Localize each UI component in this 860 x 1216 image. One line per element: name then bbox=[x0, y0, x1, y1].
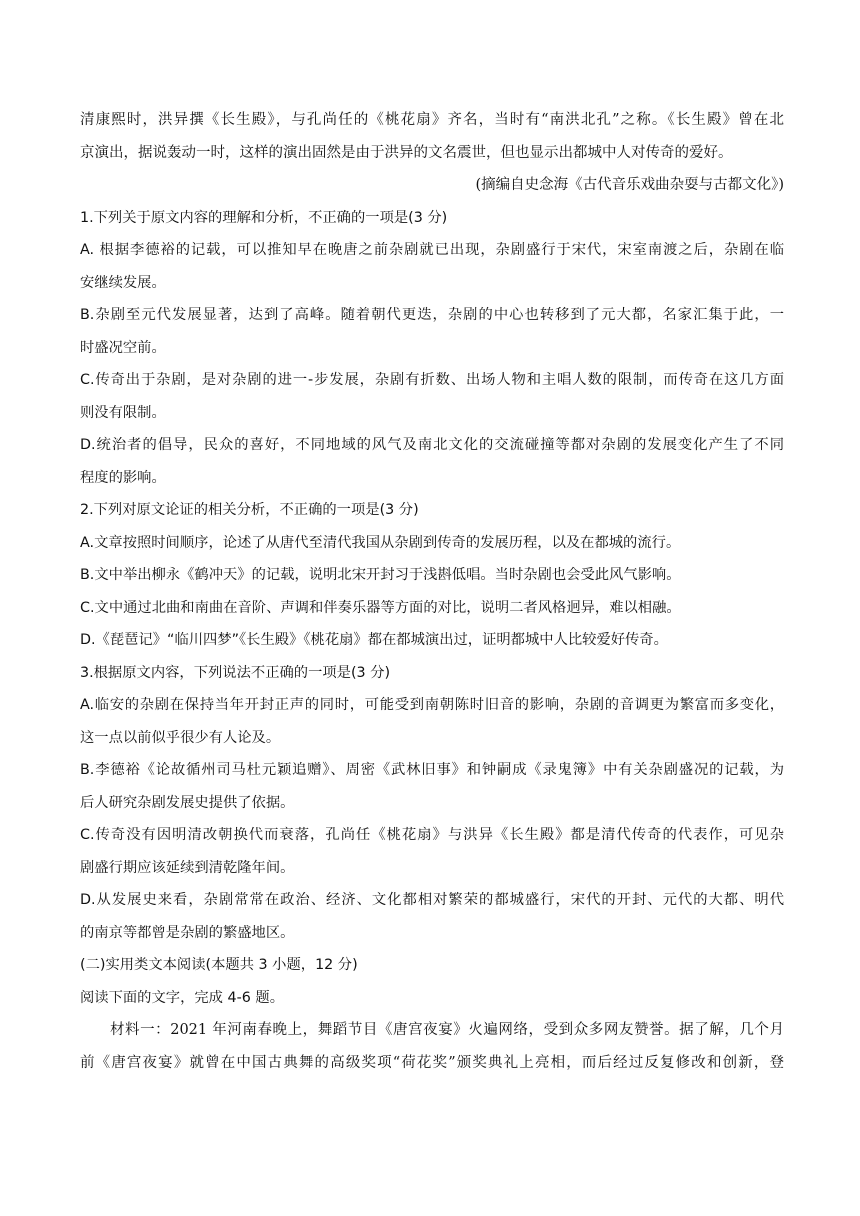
question-1 bbox=[80, 202, 784, 495]
option-b: B.文中举出柳永《鹤冲天》的记载，说明北宋开封习于浅斟低唱。当时杂剧也会受此风气影响。 bbox=[80, 567, 681, 583]
question-3 bbox=[80, 657, 784, 950]
section-instruction: 阅读下面的文字，完成 4-6 题。 bbox=[80, 989, 285, 1006]
option-line: 的南京等都曾是杂剧的繁盛地区。 bbox=[80, 924, 295, 941]
option-line: 安继续发展。 bbox=[80, 274, 166, 291]
option-d bbox=[80, 429, 784, 494]
option-line: B.杂剧至元代发展显著，达到了高峰。随着朝代更迭，杂剧的中心也转移到了元大都，名家汇集于此，一 bbox=[80, 307, 784, 323]
passage-line: 清康熙时，洪异撰《长生殿》，与孔尚任的《桃花扇》齐名，当时有“南洪北孔”之称。《长生殿》曾在北 bbox=[80, 112, 784, 128]
option-line: A.临安的杂剧在保持当年开封正声的同时，可能受到南朝陈时旧音的影响，杂剧的音调更为繁富而多变化， bbox=[80, 697, 784, 713]
option-line: 程度的影响。 bbox=[80, 469, 166, 486]
option-b bbox=[80, 299, 784, 364]
option-line: 时盛况空前。 bbox=[80, 339, 166, 356]
option-a bbox=[80, 234, 784, 299]
option-line: C.传奇出于杂剧，是对杂剧的进一-步发展，杂剧有折数、出场人物和主唱人数的限制，而传奇在这几方面 bbox=[80, 372, 784, 388]
option-line: D.从发展史来看，杂剧常常在政治、经济、文化都相对繁荣的都城盛行，宋代的开封、元代的大都、明代 bbox=[80, 892, 784, 908]
option-line: C.传奇没有因明清改朝换代而衰落，孔尚任《桃花扇》与洪异《长生殿》都是清代传奇的代表作，可见杂 bbox=[80, 827, 784, 843]
option-d: D.《琵琶记》“临川四梦”《长生殿》《桃花扇》都在都城演出过，证明都城中人比较爱好传奇。 bbox=[80, 632, 668, 648]
section-practical-reading bbox=[80, 949, 784, 1014]
option-c bbox=[80, 819, 784, 884]
option-line: 剧盛行期应该延续到清乾隆年间。 bbox=[80, 859, 295, 876]
option-line: 后人研究杂剧发展史提供了依据。 bbox=[80, 794, 295, 811]
section-heading: (二)实用类文本阅读(本题共 3 小题，12 分) bbox=[80, 957, 358, 973]
question-stem: 2.下列对原文论证的相关分析，不正确的一项是(3 分) bbox=[80, 502, 419, 518]
option-line: D.统治者的倡导，民众的喜好，不同地域的风气及南北文化的交流碰撞等都对杂剧的发展变化产生了不同 bbox=[80, 437, 784, 453]
option-line: 这一点以前似乎很少有人论及。 bbox=[80, 729, 281, 746]
option-d bbox=[80, 884, 784, 949]
option-a bbox=[80, 689, 784, 754]
option-line: 则没有限制。 bbox=[80, 404, 166, 421]
question-stem: 3.根据原文内容，下列说法不正确的一项是(3 分) bbox=[80, 664, 391, 681]
material-one bbox=[80, 1014, 784, 1079]
material-line: 前《唐宫夜宴》就曾在中国古典舞的高级奖项“荷花奖”颁奖典礼上亮相，而后经过反复修改和创新，登 bbox=[80, 1054, 784, 1071]
passage-source: (摘编自史念海《古代音乐戏曲杂耍与古都文化》) bbox=[475, 177, 784, 193]
option-b bbox=[80, 754, 784, 819]
option-c: C.文中通过北曲和南曲在音阶、声调和伴奏乐器等方面的对比，说明二者风格迥异，难以相融。 bbox=[80, 599, 681, 616]
option-line: A. 根据李德裕的记载，可以推知早在晚唐之前杂剧就已出现，杂剧盛行于宋代，宋室南渡之后，杂剧在临 bbox=[80, 242, 784, 258]
passage-line: 京演出，据说轰动一时，这样的演出固然是由于洪异的文名震世，但也显示出都城中人对传奇的爱好。 bbox=[80, 144, 733, 161]
option-line: B.李德裕《论故循州司马杜元颖追赠》、周密《武林旧事》和钟嗣成《录鬼簿》中有关杂剧盛况的记载，为 bbox=[80, 762, 784, 778]
passage-ending bbox=[80, 104, 784, 202]
question-stem: 1.下列关于原文内容的理解和分析，不正确的一项是(3 分) bbox=[80, 209, 448, 226]
question-2 bbox=[80, 494, 784, 657]
option-a: A.文章按照时间顺序，论述了从唐代至清代我国从杂剧到传奇的发展历程，以及在都城的流行。 bbox=[80, 534, 681, 551]
material-line: 材料一：2021 年河南春晚上，舞蹈节目《唐宫夜宴》火遍网络，受到众多网友赞誉。据了解，几个月 bbox=[110, 1022, 784, 1038]
option-c bbox=[80, 364, 784, 429]
